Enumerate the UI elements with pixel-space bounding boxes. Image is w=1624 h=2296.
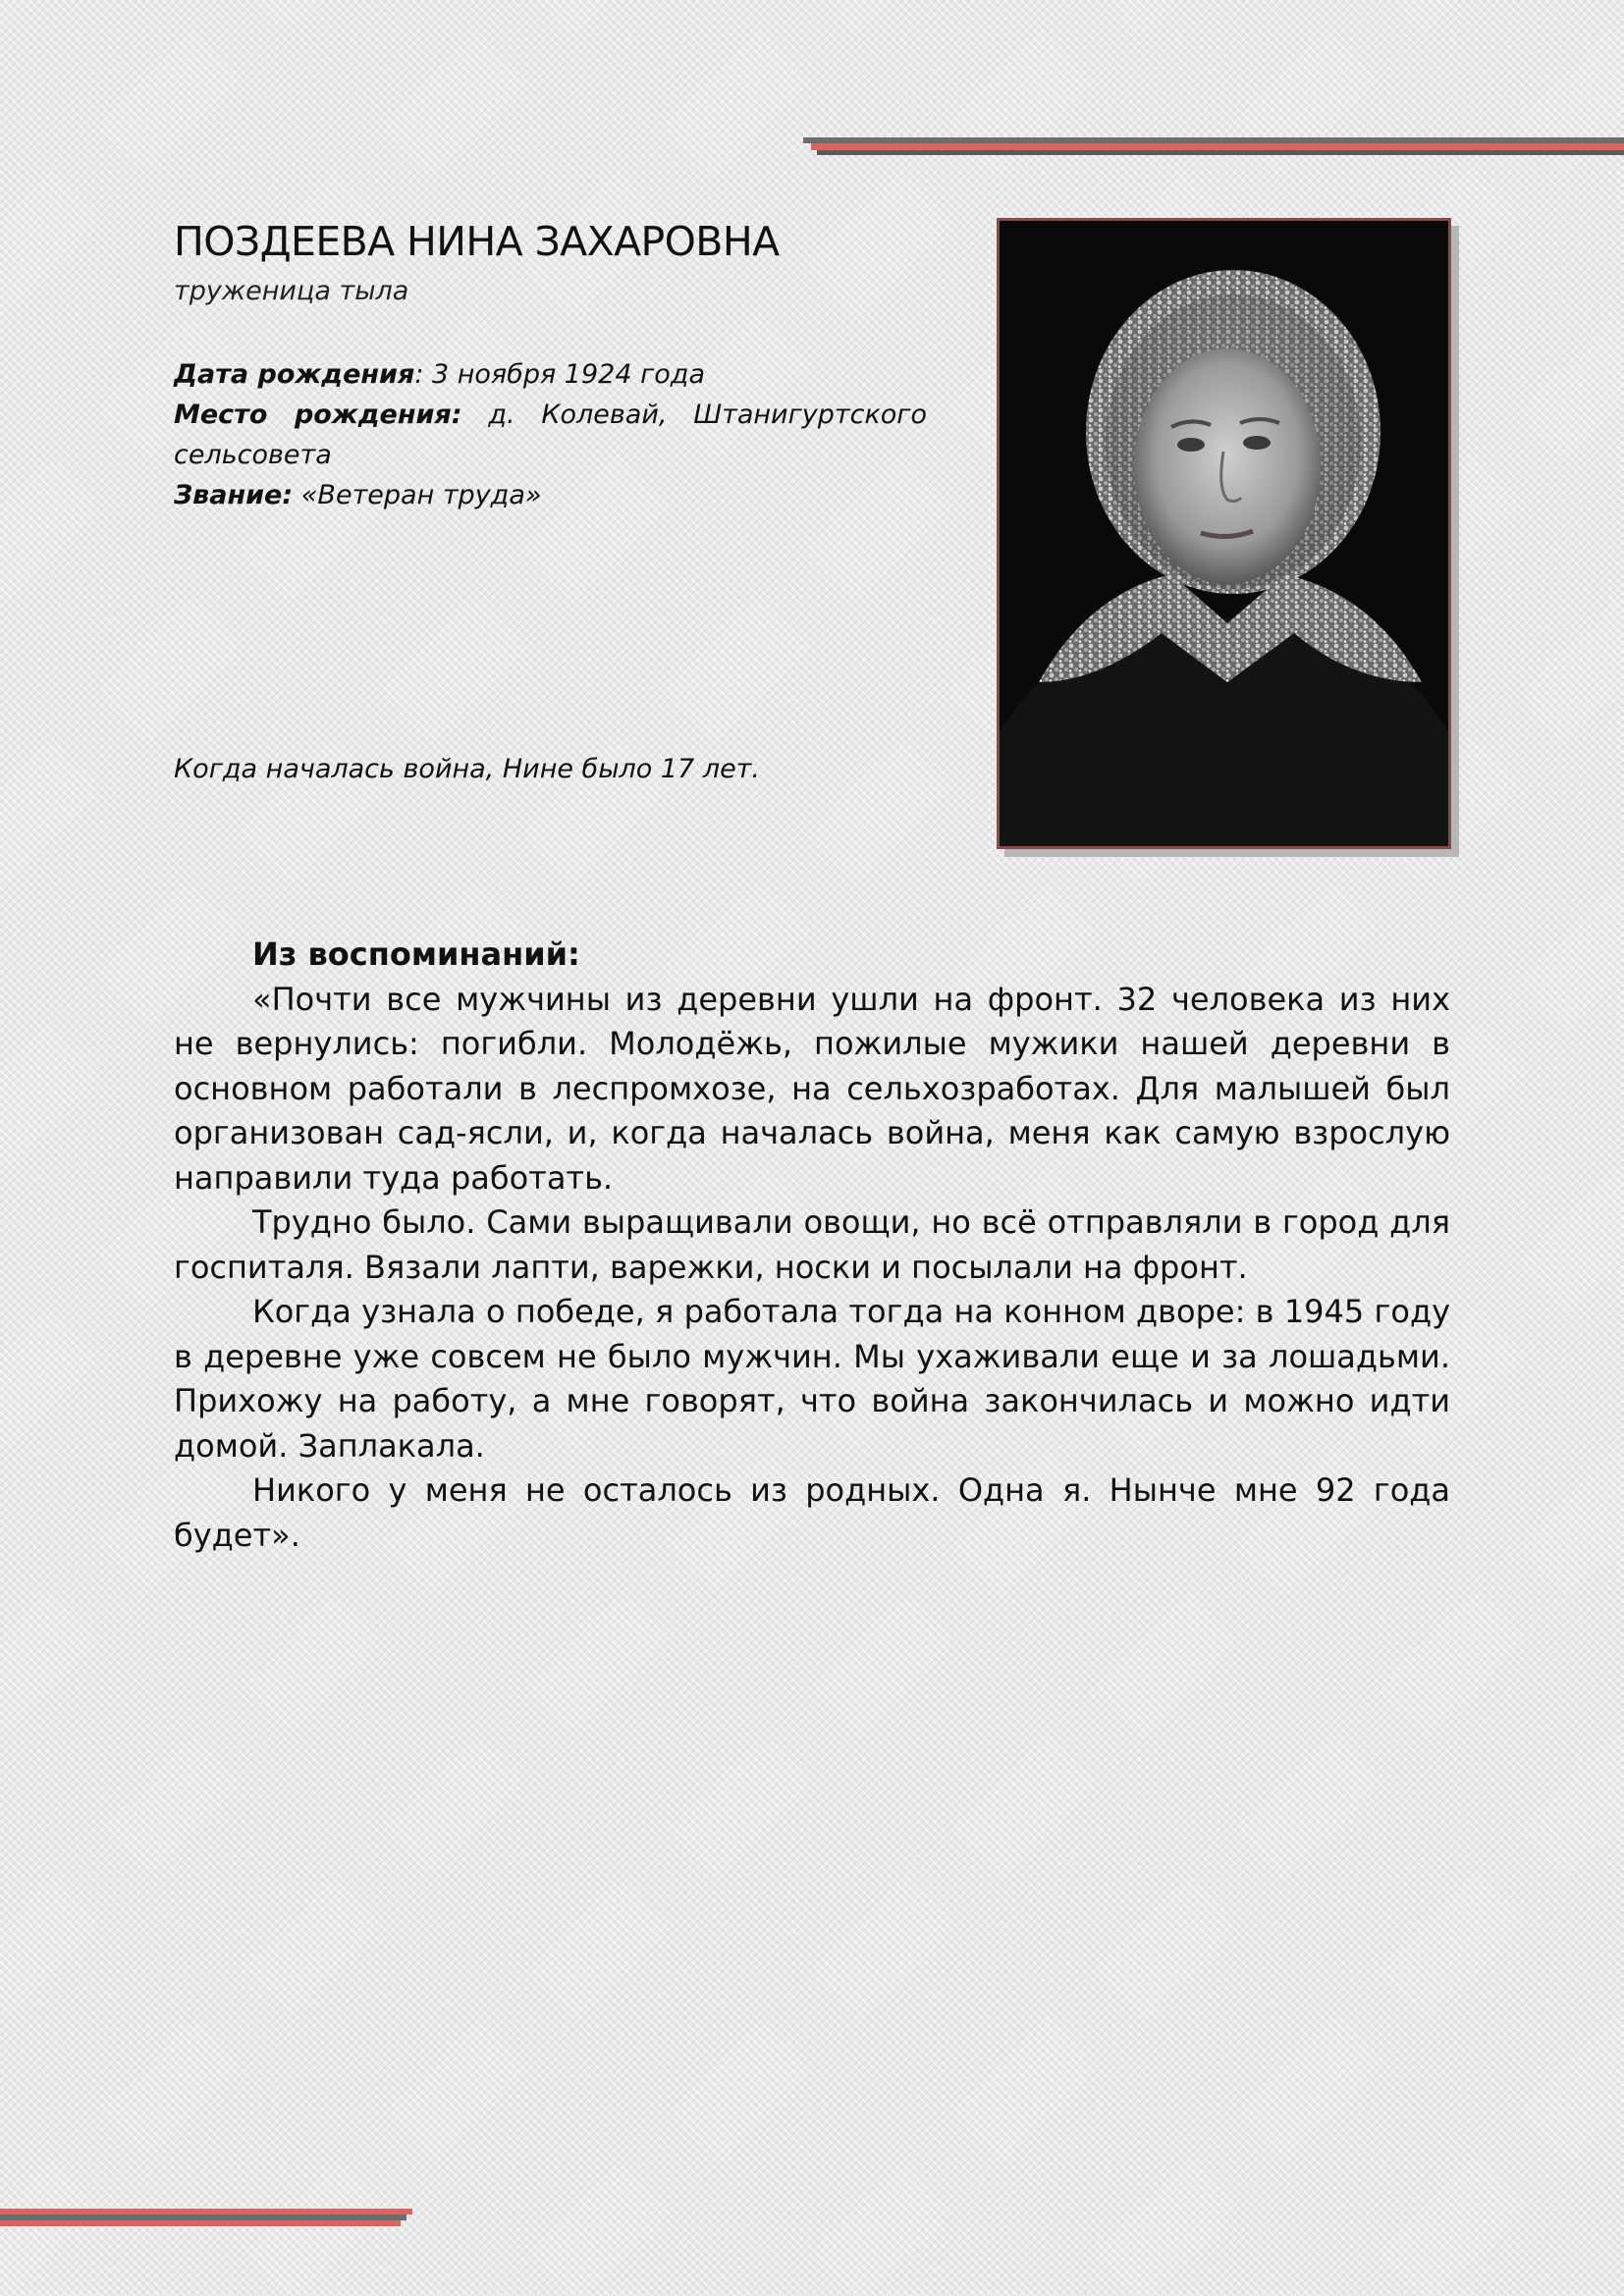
- birth-date-row: [174, 354, 927, 395]
- memoir-paragraph: Никого у меня не осталось из родных. Одна я. Нынче мне 92 года будет».: [174, 1471, 1450, 1554]
- birth-date-label: Дата рождения: [174, 359, 415, 390]
- memoir-heading: Из воспоминаний:: [252, 935, 580, 973]
- portrait-illustration: [1000, 221, 1448, 846]
- title-row: [174, 475, 927, 515]
- war-age-note: Когда началась война, Нине было 17 лет.: [174, 754, 760, 784]
- birth-date-value: : 3 ноября 1924 года: [414, 359, 705, 390]
- portrait-photo: [997, 218, 1451, 849]
- memoir-paragraph: «Почти все мужчины из деревни ушли на фронт. 32 человека из них не вернулись: погибли. Молодёжь, пожилые мужики нашей деревни в основном работали в леспромхозе, на сельхозработах. Для малышей был организован сад-ясли, и, когда началась война, меня как самую взрослую направили туда работать.: [174, 980, 1450, 1197]
- stripe-line: [0, 2220, 401, 2226]
- title-label: Звание:: [174, 480, 294, 510]
- birth-place-label: Место рождения:: [174, 400, 462, 430]
- title-value: «Ветеран труда»: [300, 480, 542, 510]
- birth-place-value-continued: сельсовета: [174, 440, 332, 470]
- stripe-line: [811, 143, 1624, 150]
- person-name: ПОЗДЕЕВА НИНА ЗАХАРОВНА: [174, 218, 780, 265]
- decorative-stripe-top: [803, 137, 1624, 155]
- birth-place-row: [174, 395, 927, 435]
- memoir-paragraph: Когда узнала о победе, я работала тогда на конном дворе: в 1945 году в деревне уже совсем не было мужчин. Мы ухаживали еще и за лошадьми. Прихожу на работу, а мне говорят, что война закончилась и можно идти домой. Заплакала.: [174, 1293, 1450, 1465]
- birth-place-value: д. Колевай, Штанигуртского: [488, 400, 927, 430]
- decorative-stripe-bottom: [0, 2209, 412, 2226]
- stripe-line: [817, 150, 1624, 155]
- person-role: труженица тыла: [174, 276, 409, 306]
- memoir-paragraph: Трудно было. Сами выращивали овощи, но всё отправляли в город для госпиталя. Вязали лапти, варежки, носки и посылали на фронт.: [174, 1203, 1450, 1286]
- birth-place-row-continued: [174, 435, 927, 475]
- memoir-section: [174, 933, 1450, 1558]
- biographical-facts: [174, 354, 927, 515]
